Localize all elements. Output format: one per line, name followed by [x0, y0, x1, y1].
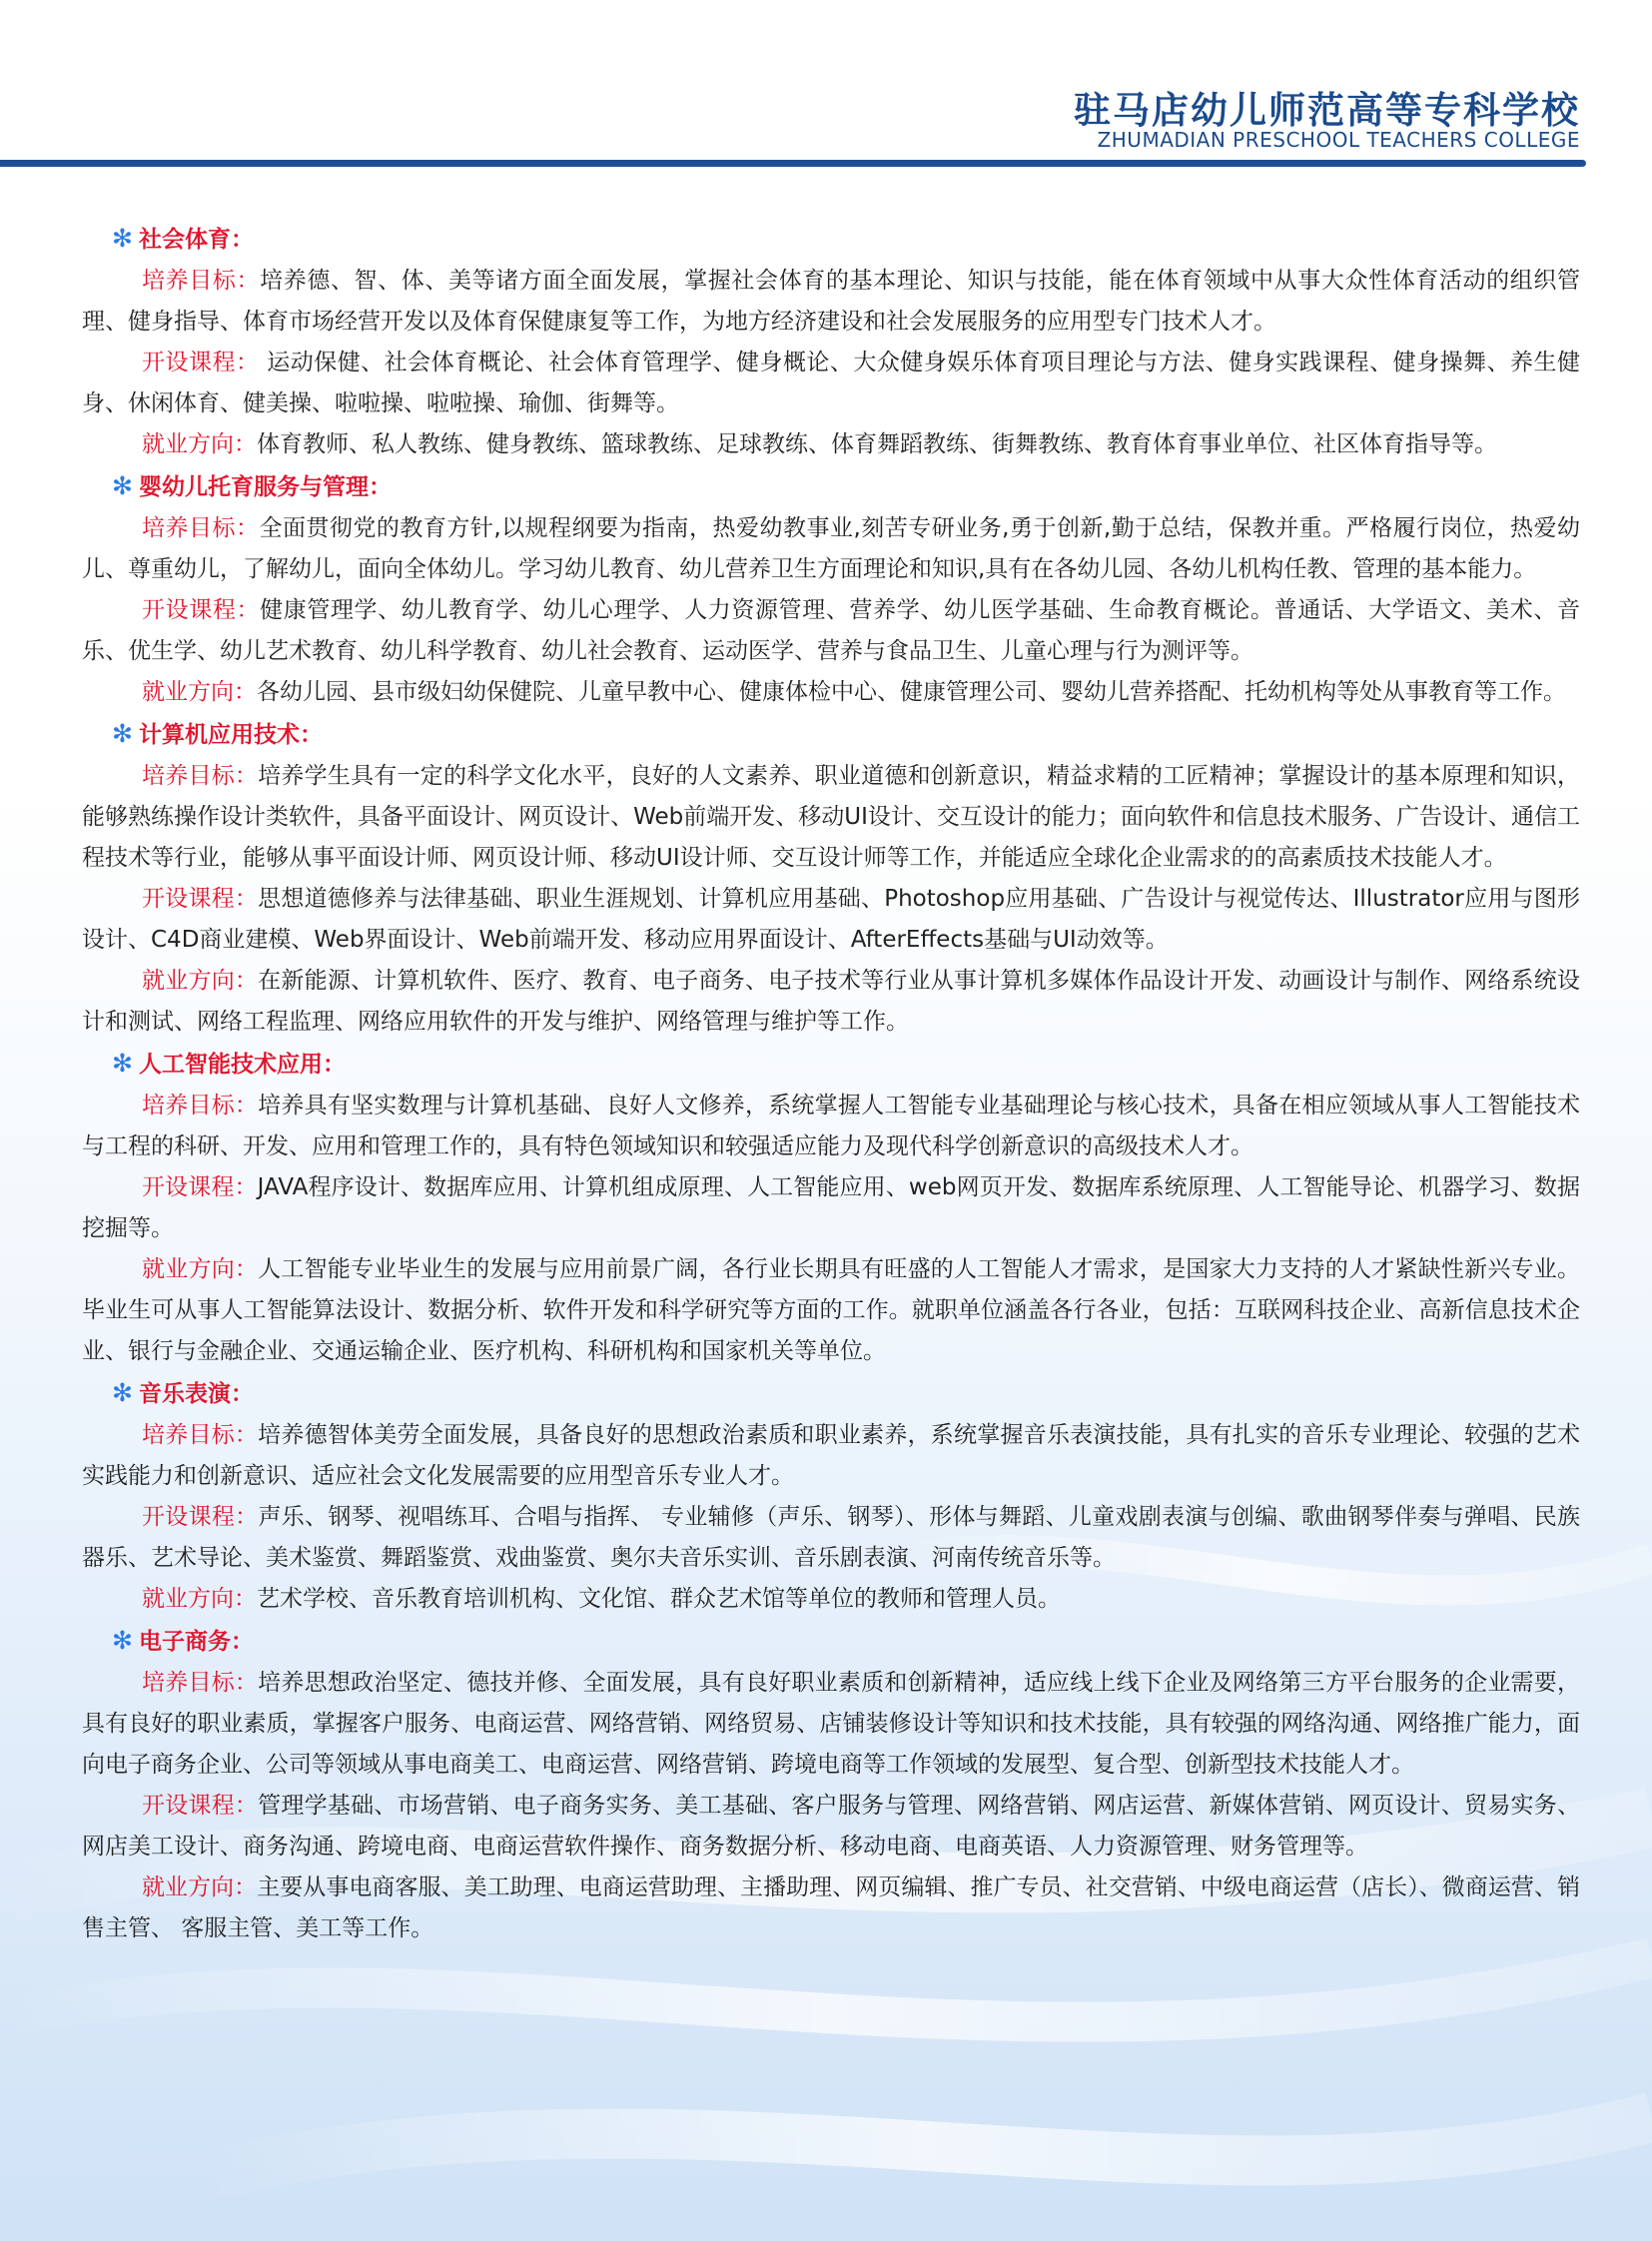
section-paragraph — [82, 424, 1580, 465]
section-paragraph — [82, 1663, 1580, 1786]
paragraph-label: 培养目标： — [142, 1670, 259, 1696]
section-paragraph — [82, 1868, 1580, 1949]
major-list — [82, 218, 1580, 1949]
paragraph-text: 培养学生具有一定的科学文化水平，良好的人文素养、职业道德和创新意识，精益求精的工匠精神；掌握设计的基本原理和知识，能够熟练操作设计类软件，具备平面设计、网页设计、Web前端开发、移动UI设计、交互设计的能力；面向软件和信息技术服务、广告设计、通信工程技术等行业，能够从事平面设计师、网页设计师、移动UI设计师、交互设计师等工作，并能适应全球化企业需求的的高素质技术技能人才。 — [82, 763, 1581, 871]
section-paragraph — [82, 1579, 1580, 1620]
paragraph-text: 在新能源、计算机软件、医疗、教育、电子商务、电子技术等行业从事计算机多媒体作品设计开发、动画设计与制作、网络系统设计和测试、网络工程监理、网络应用软件的开发与维护、网络管理与维护等工作。 — [82, 968, 1581, 1035]
section-paragraph — [82, 1786, 1580, 1868]
section-title-text: 音乐表演： — [138, 1381, 254, 1407]
paragraph-label: 就业方向： — [142, 1586, 257, 1612]
paragraph-label: 就业方向： — [142, 679, 257, 705]
asterisk-icon: ✻ — [112, 224, 133, 253]
section-title-text: 人工智能技术应用： — [138, 1052, 346, 1078]
paragraph-text: 培养思想政治坚定、德技并修、全面发展，具有良好职业素质和创新精神，适应线上线下企业及网络第三方平台服务的企业需要，具有良好的职业素质，掌握客户服务、电商运营、网络营销、网络贸易、店铺装修设计等知识和技术技能，具有较强的网络沟通、网络推广能力，面向电子商务企业、公司等领域从事电商美工、电商运营、网络营销、跨境电商等工作领域的发展型、复合型、创新型技术技能人才。 — [82, 1670, 1581, 1778]
asterisk-icon: ✻ — [112, 471, 133, 500]
section-paragraph — [82, 961, 1580, 1043]
paragraph-text: 培养德智体美劳全面发展，具备良好的思想政治素质和职业素养，系统掌握音乐表演技能，具有扎实的音乐专业理论、较强的艺术实践能力和创新意识、适应社会文化发展需要的应用型音乐专业人才。 — [82, 1422, 1581, 1489]
section-title-text: 社会体育： — [138, 227, 254, 253]
paragraph-text: 全面贯彻党的教育方针,以规程纲要为指南，热爱幼教事业,刻苦专研业务,勇于创新,勤于总结，保教并重。严格履行岗位，热爱幼儿、尊重幼儿，了解幼儿，面向全体幼儿。学习幼儿教育、幼儿营养卫生方面理论和知识,具有在各幼儿园、各幼儿机构任教、管理的基本能力。 — [82, 515, 1581, 582]
section-paragraph — [82, 1497, 1580, 1579]
paragraph-label: 就业方向： — [142, 1256, 259, 1282]
paragraph-text: 培养具有坚实数理与计算机基础、良好人文修养，系统掌握人工智能专业基础理论与核心技术，具备在相应领域从事人工智能技术与工程的科研、开发、应用和管理工作的，具有特色领域知识和较强适应能力及现代科学创新意识的高级技术人才。 — [82, 1093, 1581, 1159]
section-paragraph — [82, 1167, 1580, 1249]
paragraph-label: 培养目标： — [142, 1422, 259, 1448]
paragraph-text: 体育教师、私人教练、健身教练、篮球教练、足球教练、体育舞蹈教练、街舞教练、教育体育事业单位、社区体育指导等。 — [257, 431, 1497, 457]
paragraph-label: 开设课程： — [142, 1504, 259, 1530]
school-name-en: ZHUMADIAN PRESCHOOL TEACHERS COLLEGE — [1097, 128, 1580, 152]
paragraph-label: 开设课程： — [142, 1793, 259, 1819]
section-title-text: 婴幼儿托育服务与管理： — [138, 474, 392, 500]
section-paragraph — [82, 1086, 1580, 1167]
asterisk-icon: ✻ — [112, 1626, 133, 1655]
header-divider — [0, 160, 1586, 167]
paragraph-text: 思想道德修养与法律基础、职业生涯规划、计算机应用基础、Photoshop应用基础、广告设计与视觉传达、Illustrator应用与图形设计、C4D商业建模、Web界面设计、Web前端开发、移动应用界面设计、AfterEffects基础与UI动效等。 — [82, 886, 1580, 953]
major-section — [82, 1620, 1580, 1949]
paragraph-text: 艺术学校、音乐教育培训机构、文化馆、群众艺术馆等单位的教师和管理人员。 — [257, 1586, 1061, 1612]
school-name-cn: 驻马店幼儿师范高等专科学校 — [1074, 89, 1580, 132]
paragraph-text: JAVA程序设计、数据库应用、计算机组成原理、人工智能应用、web网页开发、数据库系统原理、人工智能导论、机器学习、数据挖掘等。 — [82, 1174, 1581, 1241]
major-section — [82, 1043, 1580, 1372]
major-section — [82, 713, 1580, 1043]
section-paragraph — [82, 343, 1580, 424]
paragraph-text: 健康管理学、幼儿教育学、幼儿心理学、人力资源管理、营养学、幼儿医学基础、生命教育概论。普通话、大学语文、美术、音乐、优生学、幼儿艺术教育、幼儿科学教育、幼儿社会教育、运动医学、营养与食品卫生、儿童心理与行为测评等。 — [82, 597, 1581, 664]
section-title — [82, 1372, 1580, 1415]
paragraph-label: 开设课程： — [142, 350, 260, 375]
asterisk-icon: ✻ — [112, 1378, 133, 1407]
paragraph-text: 各幼儿园、县市级妇幼保健院、儿童早教中心、健康体检中心、健康管理公司、婴幼儿营养搭配、托幼机构等处从事教育等工作。 — [257, 679, 1566, 705]
paragraph-text: 声乐、钢琴、视唱练耳、合唱与指挥、 专业辅修（声乐、钢琴）、形体与舞蹈、儿童戏剧表演与创编、歌曲钢琴伴奏与弹唱、民族器乐、艺术导论、美术鉴赏、舞蹈鉴赏、戏曲鉴赏、奥尔夫音乐实训、音乐剧表演、河南传统音乐等。 — [82, 1504, 1581, 1571]
major-section — [82, 465, 1580, 713]
section-paragraph — [82, 756, 1580, 879]
section-paragraph — [82, 879, 1580, 961]
section-paragraph — [82, 590, 1580, 672]
major-section — [82, 218, 1580, 465]
section-paragraph — [82, 508, 1580, 590]
paragraph-label: 开设课程： — [142, 597, 261, 623]
paragraph-label: 培养目标： — [142, 763, 259, 789]
paragraph-label: 开设课程： — [142, 1174, 258, 1200]
section-paragraph — [82, 1415, 1580, 1497]
section-title — [82, 465, 1580, 508]
paragraph-label: 就业方向： — [142, 1874, 258, 1900]
paragraph-text: 人工智能专业毕业生的发展与应用前景广阔，各行业长期具有旺盛的人工智能人才需求，是国家大力支持的人才紧缺性新兴专业。毕业生可从事人工智能算法设计、数据分析、软件开发和科学研究等方面的工作。就职单位涵盖各行各业，包括：互联网科技企业、高新信息技术企业、银行与金融企业、交通运输企业、医疗机构、科研机构和国家机关等单位。 — [82, 1256, 1581, 1364]
section-title — [82, 218, 1580, 261]
paragraph-label: 培养目标： — [142, 268, 261, 294]
paragraph-label: 开设课程： — [142, 886, 259, 912]
asterisk-icon: ✻ — [112, 719, 133, 748]
paragraph-label: 就业方向： — [142, 431, 257, 457]
section-title-text: 电子商务： — [138, 1629, 254, 1655]
paragraph-text: 管理学基础、市场营销、电子商务实务、美工基础、客户服务与管理、网络营销、网店运营、新媒体营销、网页设计、贸易实务、网店美工设计、商务沟通、跨境电商、电商运营软件操作、商务数据分析、移动电商、电商英语、人力资源管理、财务管理等。 — [82, 1793, 1581, 1860]
paragraph-label: 就业方向： — [142, 968, 259, 994]
section-title — [82, 1620, 1580, 1663]
paragraph-text: 主要从事电商客服、美工助理、电商运营助理、主播助理、网页编辑、推广专员、社交营销、中级电商运营（店长）、微商运营、销售主管、 客服主管、美工等工作。 — [82, 1874, 1581, 1941]
section-paragraph — [82, 1249, 1580, 1372]
section-title-text: 计算机应用技术： — [138, 722, 323, 748]
asterisk-icon: ✻ — [112, 1049, 133, 1078]
section-paragraph — [82, 672, 1580, 713]
section-title — [82, 713, 1580, 756]
section-title — [82, 1043, 1580, 1086]
section-paragraph — [82, 261, 1580, 343]
paragraph-text: 培养德、智、体、美等诸方面全面发展，掌握社会体育的基本理论、知识与技能，能在体育领域中从事大众性体育活动的组织管理、健身指导、体育市场经营开发以及体育保健康复等工作，为地方经济建设和社会发展服务的应用型专门技术人才。 — [82, 268, 1581, 335]
paragraph-label: 培养目标： — [142, 515, 260, 541]
major-section — [82, 1372, 1580, 1620]
page-header — [0, 0, 1652, 175]
paragraph-label: 培养目标： — [142, 1093, 259, 1119]
paragraph-text: 运动保健、社会体育概论、社会体育管理学、健身概论、大众健身娱乐体育项目理论与方法、健身实践课程、健身操舞、养生健身、休闲体育、健美操、啦啦操、啦啦操、瑜伽、街舞等。 — [82, 350, 1581, 416]
